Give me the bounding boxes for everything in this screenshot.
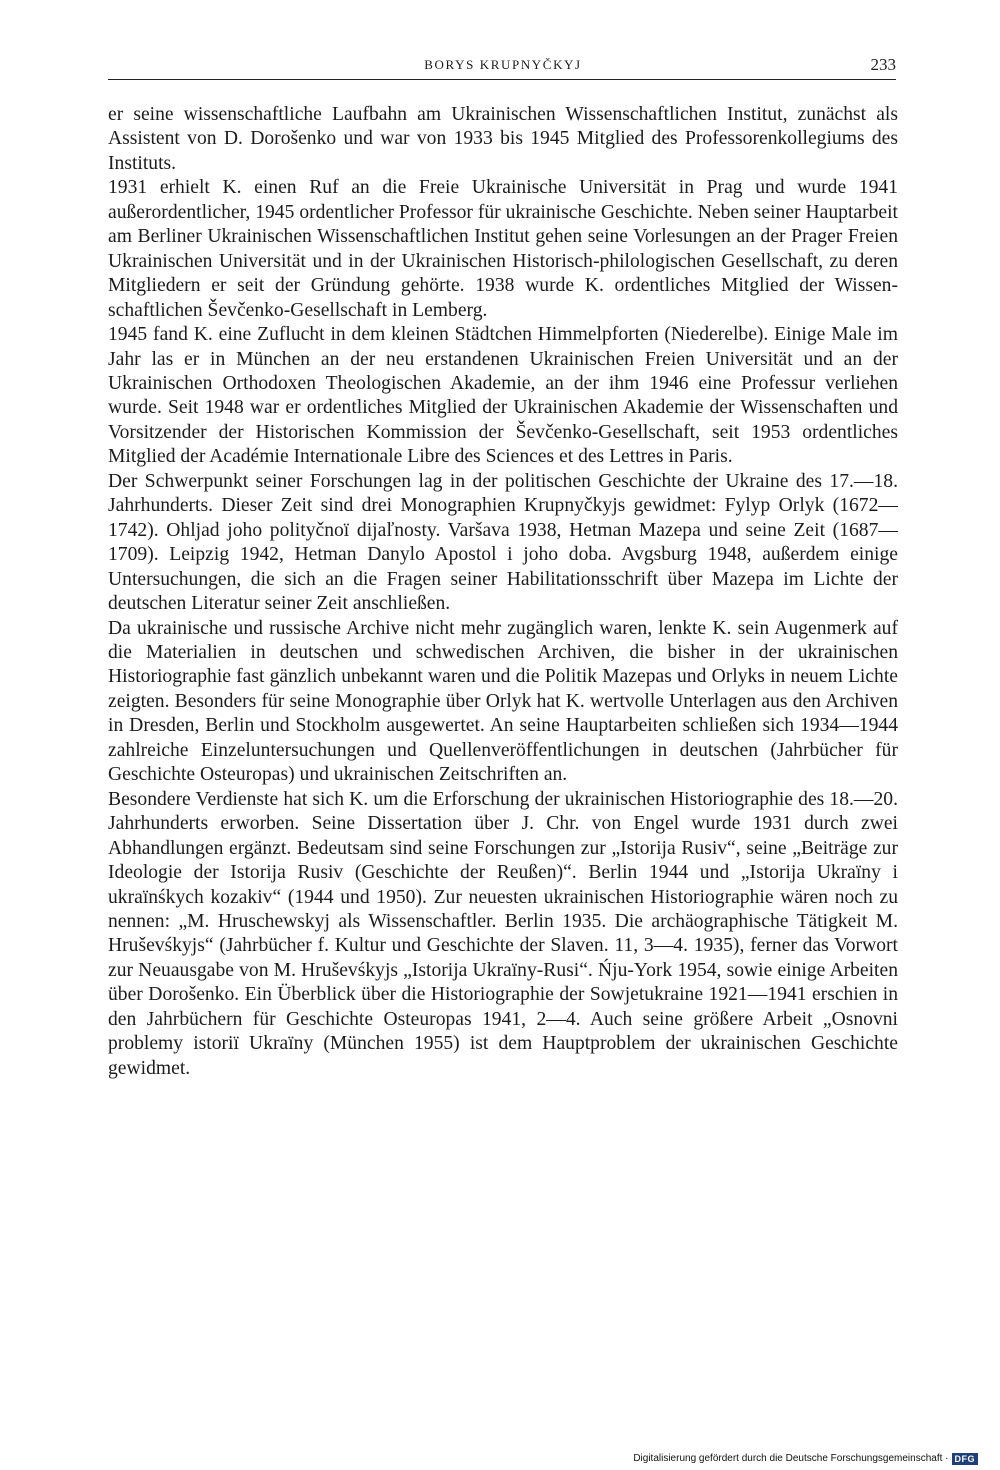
digitization-footer [633,1452,978,1466]
body-text [108,103,898,1081]
paragraph: er seine wissenschaftliche Laufbahn am Ukrainischen Wissenschaftlichen Institut, zunächst als Assistent von D. Dorošenko und war von 1933 bis 1945 Mitglied des Professorenkollegiums des Instituts. [108,104,898,174]
paragraph: 1931 erhielt K. einen Ruf an die Freie Ukrainische Universität in Prag und wurde 1941 außerordentlicher, 1945 ordentlicher Professor für ukrainische Geschichte. Neben seiner Hauptarbeit am Berliner Ukrainischen Wissenschaftlichen Institut gehen seine Vorlesungen an der Prager Freien Ukrainischen Universität und in der Ukrainischen Historisch-philologischen Gesellschaft, zu deren Mitgliedern er seit der Gründung gehörte. 1938 wurde K. ordentliches Mitglied der Wissenschaftlichen Ševčenko-Gesellschaft in Lemberg. [108,177,898,321]
running-title: BORYS KRUPNYČKYJ [424,57,582,72]
page-header [108,56,898,78]
paragraph: Besondere Verdienste hat sich K. um die Erforschung der ukrainischen Historiographie des 18.—20. Jahrhunderts erworben. Seine Dissertation über J. Chr. von Engel wurde 1931 durch zwei Abhandlungen ergänzt. Bedeutsam sind seine Forschungen zur „Istorija Rusiv“, seine „Beiträge zur Ideologie der Istorija Rusiv (Geschichte der Reußen)“. Berlin 1944 und „Istorija Ukraïny i ukraïnśkych kozakiv“ (1944 und 1950). Zur neuesten ukrainischen Historiographie wären noch zu nennen: „M. Hruschewskyj als Wissenschaftler. Berlin 1935. Die archäographische Tätigkeit M. Hruševśkyjs“ (Jahrbücher f. Kultur und Geschichte der Slaven. 11, 3—4. 1935), ferner das Vorwort zur Neuausgabe von M. Hruševśkyjs „Istorija Ukraïny-Rusi“. Ńju-York 1954, sowie einige Arbeiten über Dorošenko. Ein Überblick über die Historiographie der Sowjetukraine 1921—1941 erschien in den Jahrbüchern für Geschichte Osteuropas 1941, 2—4. Auch seine größere Arbeit „Osnovni problemy istoriï Ukraïny (München 1955) ist dem Hauptproblem der ukrainischen Geschichte gewidmet. [108,788,898,1079]
paragraph: Der Schwerpunkt seiner Forschungen lag in der politischen Geschichte der Ukraine des 17.—18. Jahrhunderts. Dieser Zeit sind drei Monographien Krupnyčkyjs gewidmet: Fylyp Orlyk (1672—1742). Ohljad joho polityčnoï dijaľnosty. Varšava 1938, Hetman Mazepa und seine Zeit (1687—1709). Leipzig 1942, Hetman Danylo Apostol i joho doba. Avgsburg 1948, außerdem einige Untersuchungen, die sich an die Fragen seiner Habilitationsschrift über Mazepa im Lichte der deutschen Literatur seiner Zeit anschließen. [108,470,898,615]
dfg-logo: DFG [952,1453,979,1465]
paragraph: 1945 fand K. eine Zuflucht in dem kleinen Städtchen Himmelpforten (Niederelbe). Einige Male im Jahr las er in München an der neu erstandenen Ukrainischen Freien Universität und an der Ukrainischen Orthodoxen Theologischen Akademie, an der ihm 1946 eine Professur verliehen wurde. Seit 1948 war er ordentliches Mitglied der Ukrainischen Akademie der Wissenschaften und Vorsitzender der Historischen Kommission der Ševčenko-Gesellschaft, seit 1953 ordentliches Mitglied der Académie Internationale Libre des Sciences et des Lettres in Paris. [108,324,898,468]
paragraph: Da ukrainische und russische Archive nicht mehr zugänglich waren, lenkte K. sein Augenmerk auf die Materialien in deutschen und schwedischen Archiven, die bisher in der ukrainischen Historiographie fast gänzlich unbekannt waren und die Politik Mazepas und Orlyks in neuem Lichte zeigten. Besonders für seine Monographie über Orlyk hat K. wertvolle Unterlagen aus den Archiven in Dresden, Berlin und Stockholm ausgewertet. An seine Hauptarbeiten schließen sich 1934—1944 zahlreiche Einzeluntersuchungen und Quellenveröffentlichungen in deutschen (Jahrbücher für Geschichte Osteuropas) und ukrainischen Zeitschriften an. [108,617,898,786]
digitization-credit: Digitalisierung gefördert durch die Deutsche Forschungsgemeinschaft · [633,1453,949,1464]
page-number: 233 [870,55,896,74]
header-rule [108,79,896,80]
